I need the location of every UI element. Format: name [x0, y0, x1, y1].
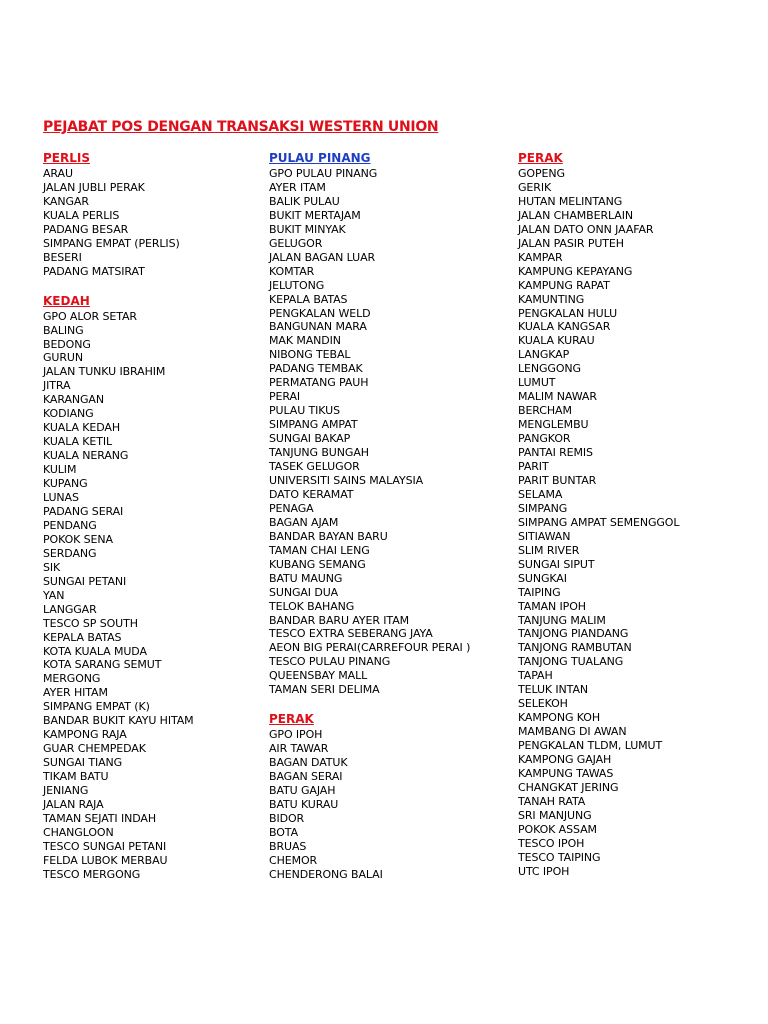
- list-item: BESERI: [43, 250, 82, 264]
- list-item: KAMPONG RAJA: [43, 728, 127, 742]
- list-item: PENAGA: [269, 501, 314, 515]
- list-item: GUAR CHEMPEDAK: [43, 742, 146, 756]
- list-item: KEPALA BATAS: [269, 292, 348, 306]
- list-item: TAMAN CHAI LENG: [269, 543, 370, 557]
- list-pulau-pinang: [269, 167, 470, 697]
- list-item: TESCO MERGONG: [43, 867, 141, 881]
- list-item: POKOK SENA: [43, 532, 113, 546]
- list-item: SIMPANG AMPAT: [269, 418, 358, 432]
- list-item: BIDOR: [269, 811, 305, 825]
- list-item: JALAN JUBLI PERAK: [43, 180, 145, 194]
- list-item: TANJONG PIANDANG: [518, 627, 629, 641]
- list-item: KAMPUNG KEPAYANG: [518, 264, 633, 278]
- column-middle: [269, 151, 470, 882]
- list-item: KAMPAR: [518, 250, 563, 264]
- list-item: PADANG BESAR: [43, 222, 129, 236]
- list-item: AYER HITAM: [43, 686, 108, 700]
- list-item: AEON BIG PERAI(CARREFOUR PERAI ): [269, 641, 471, 655]
- list-item: PADANG TEMBAK: [269, 362, 363, 376]
- list-item: KAMPONG KOH: [518, 711, 601, 725]
- list-item: KUALA NERANG: [43, 449, 129, 463]
- list-item: MENGLEMBU: [518, 418, 589, 432]
- list-item: TESCO SP SOUTH: [43, 616, 138, 630]
- list-item: KUALA KEDAH: [43, 421, 121, 435]
- list-item: BATU MAUNG: [269, 571, 343, 585]
- list-item: MAK MANDIN: [269, 334, 341, 348]
- list-item: CHENDERONG BALAI: [269, 867, 383, 881]
- list-item: JALAN RAJA: [43, 797, 104, 811]
- list-item: SERDANG: [43, 546, 97, 560]
- list-perak-right: [518, 167, 679, 879]
- list-item: AYER ITAM: [269, 180, 326, 194]
- list-item: BEDONG: [43, 337, 91, 351]
- list-item: UNIVERSITI SAINS MALAYSIA: [269, 473, 424, 487]
- list-item: BAGAN SERAI: [269, 770, 343, 784]
- list-kedah: [43, 310, 194, 882]
- list-item: GOPENG: [518, 167, 565, 180]
- list-item: KULIM: [43, 463, 77, 477]
- list-item: CHEMOR: [269, 853, 318, 867]
- list-item: SUNGAI TIANG: [43, 756, 123, 770]
- list-item: JALAN CHAMBERLAIN: [518, 208, 633, 222]
- list-item: PANGKOR: [518, 432, 571, 446]
- list-item: PENGKALAN WELD: [269, 306, 371, 320]
- list-item: BANDAR BAYAN BARU: [269, 529, 388, 543]
- list-item: JALAN DATO ONN JAAFAR: [518, 222, 654, 236]
- list-item: TANAH RATA: [518, 794, 586, 808]
- list-item: KAMPUNG TAWAS: [518, 766, 614, 780]
- list-item: BOTA: [269, 825, 299, 839]
- list-item: KAMPONG GAJAH: [518, 753, 612, 767]
- list-item: KUBANG SEMANG: [269, 557, 366, 571]
- list-item: AIR TAWAR: [269, 742, 329, 756]
- list-item: JALAN PASIR PUTEH: [518, 236, 624, 250]
- list-item: SELEKOH: [518, 697, 568, 711]
- list-item: BRUAS: [269, 839, 307, 853]
- list-item: TELOK BAHANG: [269, 599, 355, 613]
- list-perak-middle: [269, 728, 470, 881]
- list-item: GPO ALOR SETAR: [43, 309, 137, 323]
- list-item: GPO IPOH: [269, 728, 323, 742]
- list-item: QUEENSBAY MALL: [269, 669, 368, 683]
- list-item: SIMPANG AMPAT SEMENGGOL: [518, 515, 680, 529]
- list-item: PERMATANG PAUH: [269, 376, 369, 390]
- list-item: MERGONG: [43, 672, 101, 686]
- list-item: PENGKALAN TLDM, LUMUT: [518, 739, 663, 753]
- list-item: PENDANG: [43, 518, 97, 532]
- list-item: SIMPANG EMPAT (K): [43, 700, 150, 714]
- list-item: JELUTONG: [269, 278, 325, 292]
- list-item: SUNGAI PETANI: [43, 574, 127, 588]
- list-item: CHANGLOON: [43, 825, 114, 839]
- list-item: KOMTAR: [269, 264, 315, 278]
- list-item: SUNGKAI: [518, 571, 567, 585]
- list-item: JENIANG: [43, 784, 89, 798]
- list-item: HUTAN MELINTANG: [518, 194, 623, 208]
- list-item: BATU GAJAH: [269, 784, 336, 798]
- list-item: KOTA SARANG SEMUT: [43, 658, 162, 672]
- list-item: TAMAN IPOH: [518, 599, 586, 613]
- list-item: KAMPUNG RAPAT: [518, 278, 610, 292]
- list-item: TANJUNG BUNGAH: [269, 446, 369, 460]
- list-item: SIMPANG: [518, 501, 568, 515]
- list-item: KUALA KURAU: [518, 334, 595, 348]
- list-item: SIMPANG EMPAT (PERLIS): [43, 236, 180, 250]
- list-item: PADANG SERAI: [43, 504, 124, 518]
- list-item: SIK: [43, 560, 61, 574]
- list-item: KUALA KETIL: [43, 435, 113, 449]
- list-item: SELAMA: [518, 487, 563, 501]
- section-heading-pulau-pinang: PULAU PINANG: [269, 151, 371, 165]
- list-item: SUNGAI SIPUT: [518, 557, 595, 571]
- list-item: BAGAN AJAM: [269, 515, 339, 529]
- list-item: LANGGAR: [43, 602, 97, 616]
- list-item: BANGUNAN MARA: [269, 320, 367, 334]
- section-heading-perak-right: PERAK: [518, 151, 563, 165]
- list-item: DATO KERAMAT: [269, 487, 354, 501]
- list-item: KUPANG: [43, 477, 88, 491]
- list-item: PERAI: [269, 390, 301, 404]
- list-item: TASEK GELUGOR: [269, 460, 360, 474]
- list-item: BANDAR BARU AYER ITAM: [269, 613, 410, 627]
- list-item: ARAU: [43, 167, 73, 180]
- list-item: TELUK INTAN: [518, 683, 589, 697]
- list-item: JITRA: [43, 379, 71, 393]
- list-item: GURUN: [43, 351, 83, 365]
- list-item: TESCO IPOH: [518, 836, 585, 850]
- list-item: SITIAWAN: [518, 529, 571, 543]
- list-item: LANGKAP: [518, 348, 570, 362]
- list-item: BUKIT MINYAK: [269, 222, 346, 236]
- page-title: PEJABAT POS DENGAN TRANSAKSI WESTERN UNION: [43, 119, 439, 135]
- list-item: TANJONG TUALANG: [518, 655, 624, 669]
- list-item: PULAU TIKUS: [269, 404, 340, 418]
- list-item: KAMUNTING: [518, 292, 585, 306]
- list-item: BUKIT MERTAJAM: [269, 208, 361, 222]
- list-item: PARIT BUNTAR: [518, 473, 597, 487]
- list-item: KODIANG: [43, 407, 94, 421]
- list-item: TESCO PULAU PINANG: [269, 655, 391, 669]
- list-item: POKOK ASSAM: [518, 822, 597, 836]
- list-item: SUNGAI BAKAP: [269, 432, 351, 446]
- list-item: LENGGONG: [518, 362, 581, 376]
- list-item: KOTA KUALA MUDA: [43, 644, 147, 658]
- list-item: KUALA PERLIS: [43, 208, 120, 222]
- list-item: KEPALA BATAS: [43, 630, 122, 644]
- list-item: KANGAR: [43, 194, 89, 208]
- list-item: TESCO EXTRA SEBERANG JAYA: [269, 627, 433, 641]
- list-item: FELDA LUBOK MERBAU: [43, 853, 168, 867]
- list-item: GELUGOR: [269, 236, 323, 250]
- list-item: TIKAM BATU: [43, 770, 109, 784]
- list-item: PANTAI REMIS: [518, 446, 593, 460]
- section-heading-kedah: KEDAH: [43, 293, 90, 308]
- list-item: PENGKALAN HULU: [518, 306, 618, 320]
- list-item: MAMBANG DI AWAN: [518, 725, 627, 739]
- list-item: SUNGAI DUA: [269, 585, 339, 599]
- list-item: NIBONG TEBAL: [269, 348, 351, 362]
- list-item: TESCO SUNGAI PETANI: [43, 839, 167, 853]
- list-item: TAIPING: [518, 585, 561, 599]
- list-item: MALIM NAWAR: [518, 390, 597, 404]
- section-heading-perak: PERAK: [269, 712, 314, 727]
- list-item: BANDAR BUKIT KAYU HITAM: [43, 714, 194, 728]
- list-item: KUALA KANGSAR: [518, 320, 611, 334]
- list-item: PADANG MATSIRAT: [43, 264, 145, 278]
- list-item: GERIK: [518, 180, 552, 194]
- column-right: [518, 151, 679, 879]
- list-item: PARIT: [518, 460, 549, 474]
- list-item: TAMAN SERI DELIMA: [269, 683, 380, 697]
- list-item: BAGAN DATUK: [269, 756, 348, 770]
- column-left: [43, 151, 194, 882]
- list-item: SLIM RIVER: [518, 543, 580, 557]
- list-item: LUMUT: [518, 376, 556, 390]
- list-item: TESCO TAIPING: [518, 850, 601, 864]
- list-item: SRI MANJUNG: [518, 808, 592, 822]
- list-item: UTC IPOH: [518, 864, 570, 878]
- list-item: TANJONG RAMBUTAN: [518, 641, 632, 655]
- section-heading-perlis: PERLIS: [43, 151, 90, 165]
- list-item: JALAN BAGAN LUAR: [269, 250, 376, 264]
- list-item: BATU KURAU: [269, 797, 339, 811]
- list-item: TAMAN SEJATI INDAH: [43, 811, 156, 825]
- list-item: BALIK PULAU: [269, 194, 340, 208]
- list-item: YAN: [43, 588, 65, 602]
- list-item: TAPAH: [518, 669, 553, 683]
- list-item: BERCHAM: [518, 404, 572, 418]
- list-item: BALING: [43, 323, 84, 337]
- list-item: JALAN TUNKU IBRAHIM: [43, 365, 166, 379]
- list-perlis: [43, 167, 194, 279]
- list-item: KARANGAN: [43, 393, 104, 407]
- list-item: CHANGKAT JERING: [518, 780, 619, 794]
- list-item: LUNAS: [43, 491, 79, 505]
- list-item: GPO PULAU PINANG: [269, 167, 378, 180]
- list-item: TANJUNG MALIM: [518, 613, 606, 627]
